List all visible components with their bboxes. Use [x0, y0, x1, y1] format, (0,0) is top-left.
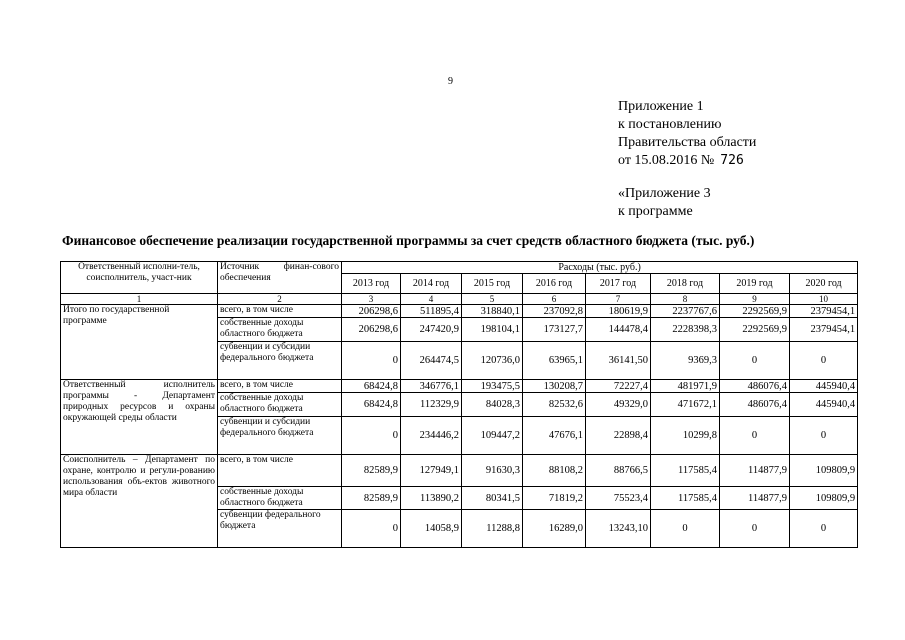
- value-cell: 481971,9: [651, 380, 720, 393]
- value-cell: 2228398,3: [651, 318, 720, 342]
- value-cell: 237092,8: [523, 305, 586, 318]
- value-cell: 49329,0: [586, 393, 651, 417]
- approval-line-4: [618, 152, 756, 170]
- value-cell: 63965,1: [523, 342, 586, 380]
- financing-table: [60, 261, 858, 548]
- value-cell: 109809,9: [790, 455, 858, 487]
- column-number-1: 1: [61, 294, 218, 305]
- source-cell: всего, в том числе: [218, 455, 342, 487]
- document-title: Финансовое обеспечение реализации государственной программы за счет средств областного бюджета (тыс. руб.): [62, 233, 755, 248]
- value-cell: 445940,4: [790, 380, 858, 393]
- source-cell: субвенции и субсидии федерального бюджета: [218, 342, 342, 380]
- header-year-8: 2020 год: [790, 274, 858, 294]
- value-cell: 144478,4: [586, 318, 651, 342]
- header-year-5: 2017 год: [586, 274, 651, 294]
- value-cell: 88108,2: [523, 455, 586, 487]
- header-year-7: 2019 год: [720, 274, 790, 294]
- value-cell: 206298,6: [342, 305, 401, 318]
- header-source: Источник финан-сового обеспечения: [218, 262, 342, 294]
- value-cell: 0: [720, 342, 790, 380]
- value-cell: 72227,4: [586, 380, 651, 393]
- value-cell: 82589,9: [342, 455, 401, 487]
- header-year-4: 2016 год: [523, 274, 586, 294]
- value-cell: 113890,2: [401, 487, 462, 510]
- value-cell: 91630,3: [462, 455, 523, 487]
- header-year-6: 2018 год: [651, 274, 720, 294]
- value-cell: 180619,9: [586, 305, 651, 318]
- value-cell: 13243,10: [586, 510, 651, 548]
- executor-cell: Ответственный исполнитель программы - Департамент природных ресурсов и охраны окружающей среды области: [61, 380, 218, 455]
- value-cell: 130208,7: [523, 380, 586, 393]
- column-number-9: 9: [720, 294, 790, 305]
- appendix-line-2: к программе: [618, 204, 693, 219]
- value-cell: 80341,5: [462, 487, 523, 510]
- value-cell: 2292569,9: [720, 305, 790, 318]
- value-cell: 0: [720, 417, 790, 455]
- value-cell: 193475,5: [462, 380, 523, 393]
- source-cell: субвенции и субсидии федерального бюджета: [218, 417, 342, 455]
- value-cell: 198104,1: [462, 318, 523, 342]
- column-number-3: 3: [342, 294, 401, 305]
- value-cell: 68424,8: [342, 380, 401, 393]
- value-cell: 127949,1: [401, 455, 462, 487]
- value-cell: 0: [651, 510, 720, 548]
- value-cell: 112329,9: [401, 393, 462, 417]
- source-cell: субвенции федерального бюджета: [218, 510, 342, 548]
- value-cell: 346776,1: [401, 380, 462, 393]
- header-column-numbers: [61, 294, 858, 305]
- source-cell: собственные доходы областного бюджета: [218, 487, 342, 510]
- value-cell: 0: [342, 342, 401, 380]
- value-cell: 82589,9: [342, 487, 401, 510]
- header-expenses: Расходы (тыс. руб.): [342, 262, 858, 274]
- executor-cell: Соисполнитель – Департамент по охране, контролю и регули-рованию использования объ-ектов животного мира области: [61, 455, 218, 548]
- value-cell: 471672,1: [651, 393, 720, 417]
- source-cell: всего, в том числе: [218, 305, 342, 318]
- column-number-4: 4: [401, 294, 462, 305]
- value-cell: 71819,2: [523, 487, 586, 510]
- table-row: [61, 305, 858, 318]
- value-cell: 36141,50: [586, 342, 651, 380]
- value-cell: 0: [790, 510, 858, 548]
- value-cell: 120736,0: [462, 342, 523, 380]
- value-cell: 486076,4: [720, 393, 790, 417]
- value-cell: 247420,9: [401, 318, 462, 342]
- appendix-block: [618, 185, 711, 221]
- value-cell: 0: [342, 510, 401, 548]
- table-row: [61, 455, 858, 487]
- value-cell: 445940,4: [790, 393, 858, 417]
- value-cell: 114877,9: [720, 487, 790, 510]
- value-cell: 114877,9: [720, 455, 790, 487]
- source-cell: всего, в том числе: [218, 380, 342, 393]
- appendix-line-1: «Приложение 3: [618, 186, 711, 201]
- value-cell: 2379454,1: [790, 318, 858, 342]
- column-number-7: 7: [586, 294, 651, 305]
- approval-line-2: к постановлению: [618, 117, 722, 132]
- header-year-3: 2015 год: [462, 274, 523, 294]
- value-cell: 511895,4: [401, 305, 462, 318]
- approval-line-1: Приложение 1: [618, 99, 704, 114]
- header-year-2: 2014 год: [401, 274, 462, 294]
- column-number-5: 5: [462, 294, 523, 305]
- approval-date: от 15.08.2016 №: [618, 153, 715, 168]
- executor-cell: Итого по государственной программе: [61, 305, 218, 380]
- column-number-2: 2: [218, 294, 342, 305]
- value-cell: 22898,4: [586, 417, 651, 455]
- source-cell: собственные доходы областного бюджета: [218, 393, 342, 417]
- value-cell: 2292569,9: [720, 318, 790, 342]
- value-cell: 109809,9: [790, 487, 858, 510]
- source-cell: собственные доходы областного бюджета: [218, 318, 342, 342]
- page-number: 9: [448, 76, 453, 87]
- value-cell: 88766,5: [586, 455, 651, 487]
- approval-number: 726: [720, 153, 744, 168]
- value-cell: 264474,5: [401, 342, 462, 380]
- value-cell: 206298,6: [342, 318, 401, 342]
- value-cell: 109447,2: [462, 417, 523, 455]
- value-cell: 16289,0: [523, 510, 586, 548]
- value-cell: 117585,4: [651, 455, 720, 487]
- value-cell: 75523,4: [586, 487, 651, 510]
- column-number-8: 8: [651, 294, 720, 305]
- value-cell: 0: [342, 417, 401, 455]
- header-year-1: 2013 год: [342, 274, 401, 294]
- value-cell: 0: [720, 510, 790, 548]
- value-cell: 173127,7: [523, 318, 586, 342]
- header-executor: Ответственный исполни-тель, соисполнитель, участ-ник: [61, 262, 218, 294]
- value-cell: 47676,1: [523, 417, 586, 455]
- value-cell: 318840,1: [462, 305, 523, 318]
- approval-line-3: Правительства области: [618, 135, 757, 150]
- value-cell: 68424,8: [342, 393, 401, 417]
- value-cell: 14058,9: [401, 510, 462, 548]
- value-cell: 84028,3: [462, 393, 523, 417]
- value-cell: 486076,4: [720, 380, 790, 393]
- value-cell: 9369,3: [651, 342, 720, 380]
- table-body: [61, 305, 858, 548]
- column-number-10: 10: [790, 294, 858, 305]
- table-row: [61, 380, 858, 393]
- value-cell: 10299,8: [651, 417, 720, 455]
- column-number-6: 6: [523, 294, 586, 305]
- value-cell: 117585,4: [651, 487, 720, 510]
- value-cell: 0: [790, 417, 858, 455]
- value-cell: 2237767,6: [651, 305, 720, 318]
- value-cell: 2379454,1: [790, 305, 858, 318]
- value-cell: 234446,2: [401, 417, 462, 455]
- value-cell: 0: [790, 342, 858, 380]
- value-cell: 11288,8: [462, 510, 523, 548]
- value-cell: 82532,6: [523, 393, 586, 417]
- approval-block: [618, 98, 756, 170]
